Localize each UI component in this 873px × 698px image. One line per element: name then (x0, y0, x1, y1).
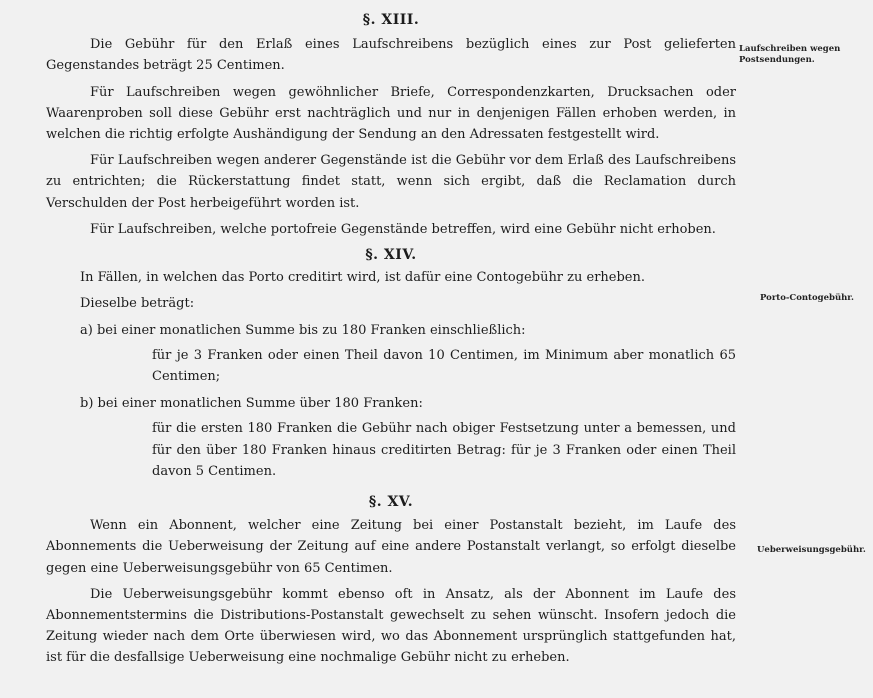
section-heading-13: §. XIII. (362, 12, 420, 28)
section-heading-15: §. XV. (368, 494, 414, 511)
margin-note-s13: Laufschreiben wegen Postsendungen. (739, 44, 841, 65)
s13-paragraph-3: Für Laufschreiben wegen anderer Gegenstände ist die Gebühr vor dem Erlaß des Laufschreibens zu entrichten; die Rückerstattung findet statt, wenn sich ergibt, daß die Reclamation durch Verschulden der Post herbeigeführt worden ist. (46, 153, 736, 211)
section-heading-14: §. XIV. (365, 247, 417, 264)
s14-item-a-detail: für je 3 Franken oder einen Theil davon 10 Centimen, im Minimum aber monatlich 65 Centimen; (152, 347, 736, 385)
s14-item-b-detail: für die ersten 180 Franken die Gebühr nach obiger Festsetzung unter a bemessen, und für den über 180 Franken hinaus creditirten Betrag: für je 3 Franken oder einen Theil davon 5 Centimen. (152, 421, 736, 479)
s15-paragraph-2: Die Ueberweisungsgebühr kommt ebenso oft in Ansatz, als der Abonnent im Laufe des Abonnementstermins die Distributions-Postanstalt gewechselt zu sehen wünscht. Insofern jedoch die Zeitung wieder nach dem Orte überwiesen wird, wo das Abonnement ursprünglich stattgefunden hat, ist für die desfallsige Ueberweisung eine nochmalige Gebühr nicht zu erheben. (46, 586, 736, 666)
s14-paragraph-2: Dieselbe beträgt: (80, 296, 195, 312)
s14-paragraph-1: In Fällen, in welchen das Porto creditirt wird, ist dafür eine Contogebühr zu erheben. (80, 270, 646, 286)
margin-note-s14: Porto-Contogebühr. (760, 293, 854, 303)
s13-paragraph-1: Die Gebühr für den Erlaß eines Laufschreibens bezüglich eines zur Post gelieferten Gegenstandes beträgt 25 Centimen. (46, 37, 736, 74)
s13-paragraph-4: Für Laufschreiben, welche portofreie Gegenstände betreffen, wird eine Gebühr nicht erhoben. (90, 221, 716, 237)
main-text-column (46, 10, 736, 674)
s14-item-a: a) bei einer monatlichen Summe bis zu 180 Franken einschließlich: (80, 322, 526, 338)
s15-paragraph-1: Wenn ein Abonnent, welcher eine Zeitung bei einer Postanstalt bezieht, im Laufe des Abonnements die Ueberweisung der Zeitung auf eine andere Postanstalt verlangt, so erfolgt dieselbe gegen eine Ueberweisungsgebühr von 65 Centimen. (46, 518, 736, 576)
s13-paragraph-2: Für Laufschreiben wegen gewöhnlicher Briefe, Correspondenzkarten, Drucksachen oder Waarenproben soll diese Gebühr erst nachträglich und nur in denjenigen Fällen erhoben werden, in welchen die richtig erfolgte Aushändigung der Sendung an den Adressaten festgestellt wird. (46, 84, 736, 143)
margin-note-s15: Ueberweisungsgebühr. (757, 545, 866, 555)
s14-item-b: b) bei einer monatlichen Summe über 180 Franken: (80, 396, 423, 412)
